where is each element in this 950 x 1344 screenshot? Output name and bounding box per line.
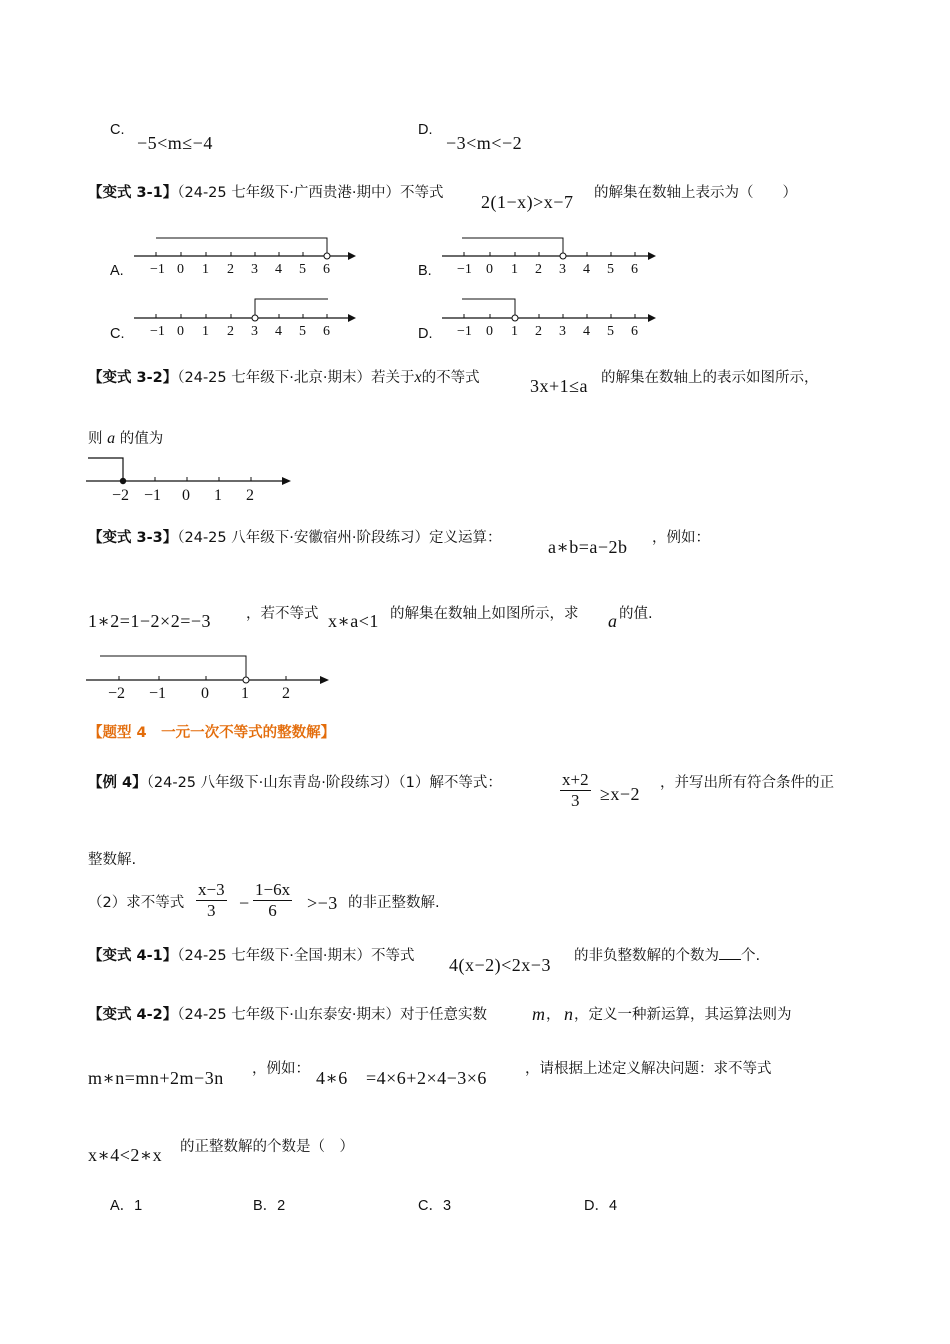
variable-x: x	[414, 369, 422, 386]
question-source: （24-25 八年级下·安徽宿州·阶段练习）定义运算：	[177, 530, 502, 546]
tick-label: 0	[486, 262, 493, 277]
part-2-prefix: （2）求不等式	[88, 895, 185, 911]
tick-label: 0	[486, 324, 493, 339]
question-4-2	[88, 1003, 487, 1024]
comma: ，	[546, 1007, 561, 1023]
tick-label: 3	[251, 324, 258, 339]
number-line-c	[134, 292, 364, 342]
denominator: 3	[207, 901, 216, 920]
variable-n: n	[564, 1004, 574, 1024]
tick-label: 1	[202, 262, 209, 277]
inequality-3-2: 3x+1≤a	[530, 376, 589, 396]
tick-label: 0	[201, 685, 209, 702]
question-text: ，请根据上述定义解决问题：求不等式	[525, 1061, 772, 1077]
option-a-label: A.	[110, 263, 124, 279]
tick-label: 1	[214, 487, 222, 504]
tick-label: −2	[108, 685, 126, 702]
question-tag: 【变式 3-2】	[88, 370, 178, 386]
answer-blank	[719, 945, 741, 960]
tick-label: 6	[631, 324, 638, 339]
numerator: x−3	[198, 880, 225, 899]
text: 则	[88, 431, 103, 447]
tick-label: 6	[631, 262, 638, 277]
text: 的值为	[119, 431, 164, 447]
tick-label: 2	[227, 324, 234, 339]
tick-label: 3	[559, 324, 566, 339]
inequality-3-1: 2(1−x)>x−7	[481, 192, 574, 212]
inequality-4-2: x∗4<2∗x	[88, 1145, 163, 1165]
number-line-a	[134, 230, 364, 280]
question-text: 整数解.	[88, 852, 137, 868]
number-line-d	[442, 292, 672, 342]
example-4	[88, 771, 502, 792]
example-right: =4×6+2×4−3×6	[366, 1068, 487, 1088]
denominator: 6	[268, 901, 277, 920]
choice-a: A．1	[110, 1198, 143, 1214]
tick-label: 1	[241, 685, 249, 702]
question-text: 的非正整数解.	[348, 895, 440, 911]
tick-label: −1	[150, 324, 165, 339]
question-4-1	[88, 944, 414, 965]
tick-label: 2	[282, 685, 290, 702]
tick-label: 2	[535, 262, 542, 277]
fraction-1-minus-6x-over-6	[253, 880, 292, 921]
question-3-3	[88, 526, 501, 547]
fraction-x-plus-2-over-3	[560, 770, 591, 811]
option-d-label: D.	[418, 326, 433, 342]
tick-label: −1	[150, 262, 165, 277]
numerator: x+2	[562, 770, 589, 789]
tick-label: 3	[559, 262, 566, 277]
question-tag: 【例 4】	[88, 775, 147, 791]
variable-a: a	[608, 611, 618, 631]
question-text: 的值.	[619, 606, 653, 622]
question-tag: 【变式 3-1】	[88, 185, 178, 201]
tick-label: 2	[246, 487, 254, 504]
number-line-3-3	[86, 646, 336, 702]
tick-label: 1	[511, 262, 518, 277]
question-source: （24-25 七年级下·北京·期末）若关于	[177, 370, 415, 386]
numerator: 1−6x	[255, 880, 291, 899]
tick-label: 4	[275, 262, 282, 277]
inequality-3-3: x∗a<1	[328, 611, 379, 631]
inequality-rhs: >−3	[307, 893, 338, 913]
choice-d: D．4	[584, 1198, 618, 1214]
tick-label: 0	[177, 262, 184, 277]
operation-definition: a∗b=a−2b	[548, 537, 628, 557]
option-c-label: C.	[110, 326, 125, 342]
tick-label: 6	[323, 262, 330, 277]
tick-label: −1	[457, 262, 472, 277]
tick-label: 5	[299, 262, 306, 277]
tick-label: 4	[583, 324, 590, 339]
choice-b: B．2	[253, 1198, 286, 1214]
text: 的非负整数解的个数为	[574, 948, 719, 964]
question-tag: 【变式 4-2】	[88, 1007, 178, 1023]
question-3-2-line2	[88, 427, 163, 448]
option-b-label: B.	[418, 263, 432, 279]
tick-label: 5	[299, 324, 306, 339]
tick-label: 1	[511, 324, 518, 339]
tick-label: −1	[457, 324, 472, 339]
tick-label: 0	[177, 324, 184, 339]
tick-label: 2	[227, 262, 234, 277]
option-c-expression: −5<m≤−4	[137, 133, 213, 153]
inequality-rhs: ≥x−2	[600, 784, 641, 804]
option-d-label: D.	[418, 122, 433, 138]
minus-sign: −	[239, 893, 250, 913]
number-line-b	[442, 230, 672, 280]
question-text: 的解集在数轴上如图所示，求	[390, 606, 579, 622]
operation-rule: m∗n=mn+2m−3n	[88, 1068, 224, 1088]
option-d-expression: −3<m<−2	[446, 133, 523, 153]
tick-label: −1	[149, 685, 167, 702]
question-source: （24-25 七年级下·全国·期末）不等式	[177, 948, 415, 964]
question-3-2-tail: 的解集在数轴上的表示如图所示，	[601, 370, 819, 386]
example-label: ，例如：	[252, 1061, 310, 1077]
question-text: ，定义一种新运算，其运算法则为	[574, 1007, 792, 1023]
question-source: （24-25 七年级下·山东泰安·期末）对于任意实数	[177, 1007, 487, 1023]
question-source: （24-25 八年级下·山东青岛·阶段练习）（1）解不等式：	[146, 775, 502, 791]
tick-label: −2	[112, 487, 130, 504]
question-3-1-tail: 的解集在数轴上表示为（ ）	[594, 185, 797, 201]
definition-tail: ，例如：	[652, 530, 710, 546]
variable-m: m	[532, 1004, 546, 1024]
section-heading: 【题型 4 一元一次不等式的整数解】	[88, 725, 336, 741]
tick-label: 1	[202, 324, 209, 339]
question-tag: 【变式 4-1】	[88, 948, 178, 964]
number-line-3-2	[86, 452, 306, 504]
variable-a: a	[107, 430, 116, 447]
choice-c: C．3	[418, 1198, 452, 1214]
operation-example: 1∗2=1−2×2=−3	[88, 611, 211, 631]
question-text: ，并写出所有符合条件的正	[660, 775, 834, 791]
question-3-1	[88, 181, 443, 202]
tick-label: 6	[323, 324, 330, 339]
question-text	[574, 944, 760, 965]
fraction-x-minus-3-over-3	[196, 880, 227, 921]
tick-label: 2	[535, 324, 542, 339]
question-source: （24-25 七年级下·广西贵港·期中）不等式	[177, 185, 444, 201]
tick-label: 5	[607, 324, 614, 339]
example-left: 4∗6	[316, 1068, 348, 1088]
option-c-label: C.	[110, 122, 125, 138]
tick-label: 4	[275, 324, 282, 339]
denominator: 3	[571, 791, 580, 810]
question-3-2	[88, 366, 480, 387]
question-text: 的不等式	[421, 370, 480, 386]
question-tag: 【变式 3-3】	[88, 530, 178, 546]
question-text: ，若不等式	[246, 606, 319, 622]
tick-label: −1	[144, 487, 162, 504]
tick-label: 0	[182, 487, 190, 504]
tick-label: 5	[607, 262, 614, 277]
tick-label: 4	[583, 262, 590, 277]
inequality-4-1: 4(x−2)<2x−3	[449, 955, 551, 975]
tick-label: 3	[251, 262, 258, 277]
question-text: 的正整数解的个数是（ ）	[180, 1139, 354, 1155]
text: 个.	[741, 948, 761, 964]
